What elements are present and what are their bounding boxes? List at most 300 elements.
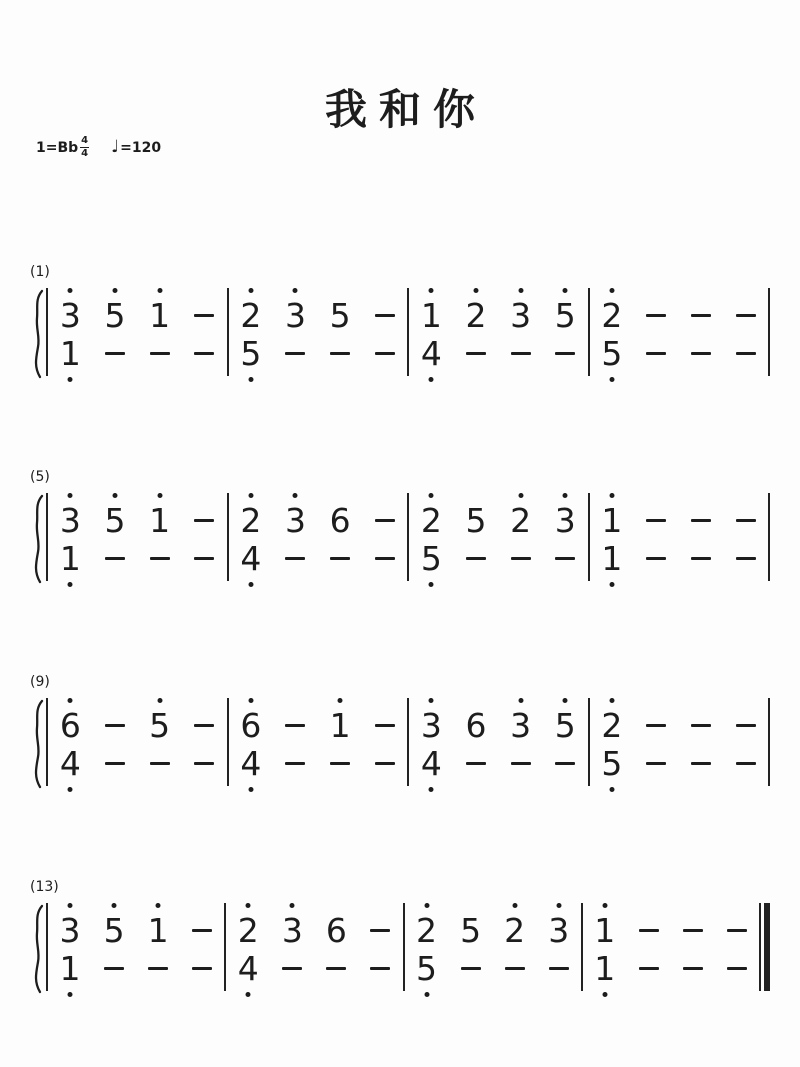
- dash-beat: [543, 334, 588, 382]
- octave-dot-below: [68, 992, 73, 997]
- note-beat: [48, 491, 93, 539]
- duration-dash: [105, 352, 125, 355]
- dash-beat: [715, 949, 759, 997]
- duration-dash: [466, 762, 486, 765]
- dash-beat: [93, 744, 138, 792]
- barline: [768, 698, 770, 786]
- note-beat: [409, 286, 454, 334]
- dash-beat: [671, 901, 715, 949]
- note-beat: [229, 696, 274, 744]
- octave-dot-below: [609, 377, 614, 382]
- key-signature: [36, 136, 89, 159]
- measure: [583, 901, 759, 997]
- duration-dash: [736, 557, 756, 560]
- note-beat: [273, 491, 318, 539]
- lower-voice-line: [409, 334, 588, 382]
- note-beat: [590, 696, 635, 744]
- note-beat: [409, 696, 454, 744]
- note-digit: 3: [281, 911, 303, 951]
- note-beat: [537, 901, 581, 949]
- dash-beat: [93, 539, 138, 587]
- note-digit: 5: [554, 296, 576, 336]
- dash-beat: [362, 696, 407, 744]
- upper-voice-line: [48, 491, 227, 539]
- duration-dash: [285, 724, 305, 727]
- upper-voice-line: [229, 491, 408, 539]
- dash-beat: [634, 491, 679, 539]
- dash-beat: [93, 696, 138, 744]
- measure: [229, 696, 408, 792]
- staff-row: [30, 286, 770, 382]
- octave-dot-above: [290, 903, 295, 908]
- octave-dot-above: [609, 493, 614, 498]
- octave-dot-above: [424, 903, 429, 908]
- note-digit: 1: [149, 296, 171, 336]
- octave-dot-above: [112, 493, 117, 498]
- dash-beat: [634, 539, 679, 587]
- octave-dot-below: [248, 582, 253, 587]
- dash-beat: [273, 696, 318, 744]
- note-digit: 5: [149, 706, 171, 746]
- octave-dot-below: [68, 377, 73, 382]
- duration-dash: [192, 929, 212, 932]
- duration-dash: [282, 967, 302, 970]
- octave-dot-above: [609, 698, 614, 703]
- duration-dash: [150, 352, 170, 355]
- lower-voice-line: [48, 334, 227, 382]
- note-digit: 6: [240, 706, 262, 746]
- upper-voice-line: [229, 286, 408, 334]
- dash-beat: [93, 334, 138, 382]
- duration-dash: [466, 352, 486, 355]
- dash-beat: [671, 949, 715, 997]
- note-digit: 2: [420, 501, 442, 541]
- note-beat: [454, 696, 499, 744]
- system: [30, 675, 770, 792]
- duration-dash: [330, 762, 350, 765]
- dash-beat: [634, 744, 679, 792]
- system-brace: [30, 696, 46, 792]
- note-digit: 5: [460, 911, 482, 951]
- duration-dash: [330, 557, 350, 560]
- note-digit: 4: [240, 744, 262, 784]
- duration-dash: [150, 557, 170, 560]
- upper-voice-line: [590, 286, 769, 334]
- dash-beat: [92, 949, 136, 997]
- dash-beat: [537, 949, 581, 997]
- note-digit: 4: [420, 334, 442, 374]
- note-beat: [48, 949, 92, 997]
- note-digit: 3: [284, 501, 306, 541]
- note-beat: [273, 286, 318, 334]
- note-beat: [137, 491, 182, 539]
- duration-dash: [192, 967, 212, 970]
- staff-row: [30, 696, 770, 792]
- duration-dash: [683, 929, 703, 932]
- duration-dash: [511, 762, 531, 765]
- dash-beat: [454, 539, 499, 587]
- key-tempo-line: [36, 136, 800, 159]
- octave-dot-above: [68, 288, 73, 293]
- note-beat: [229, 286, 274, 334]
- duration-dash: [194, 724, 214, 727]
- octave-dot-below: [246, 992, 251, 997]
- note-digit: 2: [504, 911, 526, 951]
- note-digit: 2: [601, 296, 623, 336]
- time-signature-numerator: 4: [81, 135, 89, 147]
- note-beat: [229, 334, 274, 382]
- octave-dot-above: [248, 288, 253, 293]
- note-digit: 2: [240, 296, 262, 336]
- octave-dot-above: [68, 698, 73, 703]
- note-digit: 5: [103, 911, 125, 951]
- note-beat: [318, 491, 363, 539]
- note-beat: [48, 744, 93, 792]
- final-double-barline: [759, 903, 770, 991]
- measure-number-label: (1): [30, 264, 50, 281]
- octave-dot-above: [518, 288, 523, 293]
- note-beat: [543, 491, 588, 539]
- note-beat: [498, 286, 543, 334]
- measure: [48, 696, 227, 792]
- duration-dash: [330, 352, 350, 355]
- note-digit: 1: [601, 539, 623, 579]
- duration-dash: [148, 967, 168, 970]
- note-digit: 1: [420, 296, 442, 336]
- dash-beat: [498, 334, 543, 382]
- dash-beat: [679, 744, 724, 792]
- duration-dash: [505, 967, 525, 970]
- octave-dot-below: [609, 582, 614, 587]
- upper-voice-line: [229, 696, 408, 744]
- duration-dash: [370, 929, 390, 932]
- measure: [409, 491, 588, 587]
- duration-dash: [194, 314, 214, 317]
- dash-beat: [273, 744, 318, 792]
- measure-number-label: (9): [30, 674, 50, 691]
- duration-dash: [646, 314, 666, 317]
- note-digit: 2: [601, 706, 623, 746]
- duration-dash: [639, 967, 659, 970]
- duration-dash: [375, 352, 395, 355]
- note-beat: [48, 901, 92, 949]
- duration-dash: [691, 557, 711, 560]
- dash-beat: [723, 334, 768, 382]
- note-beat: [409, 539, 454, 587]
- dash-beat: [137, 539, 182, 587]
- duration-dash: [194, 762, 214, 765]
- dash-beat: [723, 744, 768, 792]
- duration-dash: [646, 762, 666, 765]
- duration-dash: [736, 762, 756, 765]
- lower-voice-line: [583, 949, 759, 997]
- duration-dash: [375, 519, 395, 522]
- note-digit: 2: [240, 501, 262, 541]
- tonic-label: 1=Bb: [36, 139, 79, 156]
- octave-dot-below: [429, 582, 434, 587]
- dash-beat: [137, 334, 182, 382]
- measure: [590, 696, 769, 792]
- note-beat: [226, 901, 270, 949]
- note-beat: [449, 901, 493, 949]
- note-beat: [48, 334, 93, 382]
- dash-beat: [634, 696, 679, 744]
- system-brace-curve: [31, 289, 45, 379]
- measure: [590, 491, 769, 587]
- dash-beat: [180, 901, 224, 949]
- octave-dot-below: [68, 582, 73, 587]
- note-beat: [454, 286, 499, 334]
- note-digit: 3: [420, 706, 442, 746]
- note-beat: [409, 744, 454, 792]
- dash-beat: [543, 539, 588, 587]
- duration-dash: [736, 314, 756, 317]
- time-signature: [80, 136, 89, 159]
- dash-beat: [723, 539, 768, 587]
- octave-dot-above: [156, 903, 161, 908]
- system: [30, 265, 770, 382]
- note-digit: 6: [465, 706, 487, 746]
- note-digit: 5: [416, 949, 438, 989]
- note-beat: [136, 901, 180, 949]
- octave-dot-below: [424, 992, 429, 997]
- note-beat: [270, 901, 314, 949]
- system-brace: [30, 286, 46, 382]
- lower-voice-line: [409, 539, 588, 587]
- octave-dot-above: [602, 903, 607, 908]
- duration-dash: [150, 762, 170, 765]
- note-digit: 2: [237, 911, 259, 951]
- octave-dot-above: [248, 698, 253, 703]
- duration-dash: [105, 557, 125, 560]
- octave-dot-above: [112, 288, 117, 293]
- note-digit: 5: [104, 296, 126, 336]
- dash-beat: [493, 949, 537, 997]
- duration-dash: [691, 519, 711, 522]
- note-beat: [226, 949, 270, 997]
- note-beat: [405, 949, 449, 997]
- upper-voice-line: [409, 491, 588, 539]
- dash-beat: [679, 286, 724, 334]
- note-digit: 1: [59, 334, 81, 374]
- duration-dash: [375, 314, 395, 317]
- lower-voice-line: [229, 744, 408, 792]
- system: [30, 880, 770, 997]
- note-beat: [229, 539, 274, 587]
- note-beat: [583, 949, 627, 997]
- note-beat: [92, 901, 136, 949]
- measure-number-label: (13): [30, 879, 59, 896]
- octave-dot-above: [157, 493, 162, 498]
- dash-beat: [543, 744, 588, 792]
- dash-beat: [182, 539, 227, 587]
- dash-beat: [358, 949, 402, 997]
- duration-dash: [639, 929, 659, 932]
- duration-dash: [646, 724, 666, 727]
- octave-dot-above: [473, 288, 478, 293]
- octave-dot-above: [518, 493, 523, 498]
- dash-beat: [318, 744, 363, 792]
- duration-dash: [466, 557, 486, 560]
- measure: [590, 286, 769, 382]
- dash-beat: [362, 744, 407, 792]
- duration-dash: [104, 967, 124, 970]
- note-digit: 5: [601, 744, 623, 784]
- upper-voice-line: [590, 491, 769, 539]
- note-beat: [229, 491, 274, 539]
- note-beat: [137, 286, 182, 334]
- upper-voice-line: [409, 696, 588, 744]
- octave-dot-below: [609, 787, 614, 792]
- note-beat: [498, 491, 543, 539]
- note-digit: 5: [420, 539, 442, 579]
- lower-voice-line: [226, 949, 402, 997]
- duration-dash: [326, 967, 346, 970]
- note-digit: 2: [416, 911, 438, 951]
- duration-dash: [727, 967, 747, 970]
- note-digit: 5: [601, 334, 623, 374]
- staff-row: [30, 901, 770, 997]
- time-signature-denominator: 4: [81, 148, 89, 160]
- measure: [48, 901, 224, 997]
- octave-dot-above: [157, 698, 162, 703]
- duration-dash: [461, 967, 481, 970]
- measure: [229, 491, 408, 587]
- duration-dash: [285, 762, 305, 765]
- octave-dot-below: [429, 787, 434, 792]
- dash-beat: [679, 334, 724, 382]
- octave-dot-below: [429, 377, 434, 382]
- final-bar-thin-line: [759, 903, 761, 991]
- quarter-note-icon: ♩: [111, 137, 120, 158]
- score-systems: [0, 265, 800, 997]
- duration-dash: [555, 762, 575, 765]
- system-brace: [30, 491, 46, 587]
- note-digit: 3: [554, 501, 576, 541]
- octave-dot-above: [556, 903, 561, 908]
- note-beat: [93, 491, 138, 539]
- octave-dot-above: [293, 288, 298, 293]
- final-bar-thick-line: [764, 903, 770, 991]
- note-digit: 1: [594, 911, 616, 951]
- note-digit: 2: [510, 501, 532, 541]
- tempo-marking: [111, 139, 161, 156]
- note-digit: 5: [104, 501, 126, 541]
- duration-dash: [736, 519, 756, 522]
- system-brace-curve: [31, 904, 45, 994]
- note-digit: 4: [240, 539, 262, 579]
- duration-dash: [194, 352, 214, 355]
- duration-dash: [736, 724, 756, 727]
- note-beat: [48, 539, 93, 587]
- note-digit: 5: [554, 706, 576, 746]
- dash-beat: [180, 949, 224, 997]
- duration-dash: [549, 967, 569, 970]
- note-beat: [318, 286, 363, 334]
- dash-beat: [454, 334, 499, 382]
- note-beat: [137, 696, 182, 744]
- dash-beat: [182, 286, 227, 334]
- duration-dash: [105, 762, 125, 765]
- duration-dash: [683, 967, 703, 970]
- system-brace: [30, 901, 46, 997]
- lower-voice-line: [229, 334, 408, 382]
- measure: [409, 696, 588, 792]
- duration-dash: [194, 519, 214, 522]
- note-digit: 5: [329, 296, 351, 336]
- note-beat: [498, 696, 543, 744]
- upper-voice-line: [48, 696, 227, 744]
- duration-dash: [105, 724, 125, 727]
- dash-beat: [454, 744, 499, 792]
- octave-dot-above: [246, 903, 251, 908]
- lower-voice-line: [590, 334, 769, 382]
- duration-dash: [370, 967, 390, 970]
- note-beat: [590, 334, 635, 382]
- octave-dot-above: [429, 493, 434, 498]
- octave-dot-below: [68, 787, 73, 792]
- dash-beat: [270, 949, 314, 997]
- note-beat: [93, 286, 138, 334]
- barline: [768, 288, 770, 376]
- note-beat: [409, 334, 454, 382]
- note-beat: [590, 539, 635, 587]
- duration-dash: [375, 762, 395, 765]
- note-beat: [590, 744, 635, 792]
- lower-voice-line: [590, 539, 769, 587]
- upper-voice-line: [48, 901, 224, 949]
- note-beat: [590, 286, 635, 334]
- upper-voice-line: [226, 901, 402, 949]
- octave-dot-above: [68, 903, 73, 908]
- dash-beat: [498, 539, 543, 587]
- dash-beat: [679, 539, 724, 587]
- tempo-value: =120: [120, 139, 162, 156]
- duration-dash: [691, 762, 711, 765]
- lower-voice-line: [48, 744, 227, 792]
- duration-dash: [511, 352, 531, 355]
- note-beat: [229, 744, 274, 792]
- duration-dash: [555, 557, 575, 560]
- lower-voice-line: [405, 949, 581, 997]
- octave-dot-below: [602, 992, 607, 997]
- note-beat: [318, 696, 363, 744]
- octave-dot-above: [512, 903, 517, 908]
- dash-beat: [715, 901, 759, 949]
- note-beat: [543, 696, 588, 744]
- lower-voice-line: [48, 539, 227, 587]
- lower-voice-line: [48, 949, 224, 997]
- octave-dot-above: [609, 288, 614, 293]
- note-digit: 3: [59, 911, 81, 951]
- dash-beat: [679, 491, 724, 539]
- note-digit: 4: [59, 744, 81, 784]
- note-digit: 1: [147, 911, 169, 951]
- duration-dash: [727, 929, 747, 932]
- upper-voice-line: [405, 901, 581, 949]
- note-beat: [314, 901, 358, 949]
- dash-beat: [362, 334, 407, 382]
- duration-dash: [691, 724, 711, 727]
- duration-dash: [691, 314, 711, 317]
- system-brace-curve: [31, 699, 45, 789]
- note-digit: 1: [329, 706, 351, 746]
- dash-beat: [627, 949, 671, 997]
- octave-dot-below: [248, 787, 253, 792]
- duration-dash: [555, 352, 575, 355]
- dash-beat: [362, 539, 407, 587]
- octave-dot-above: [563, 493, 568, 498]
